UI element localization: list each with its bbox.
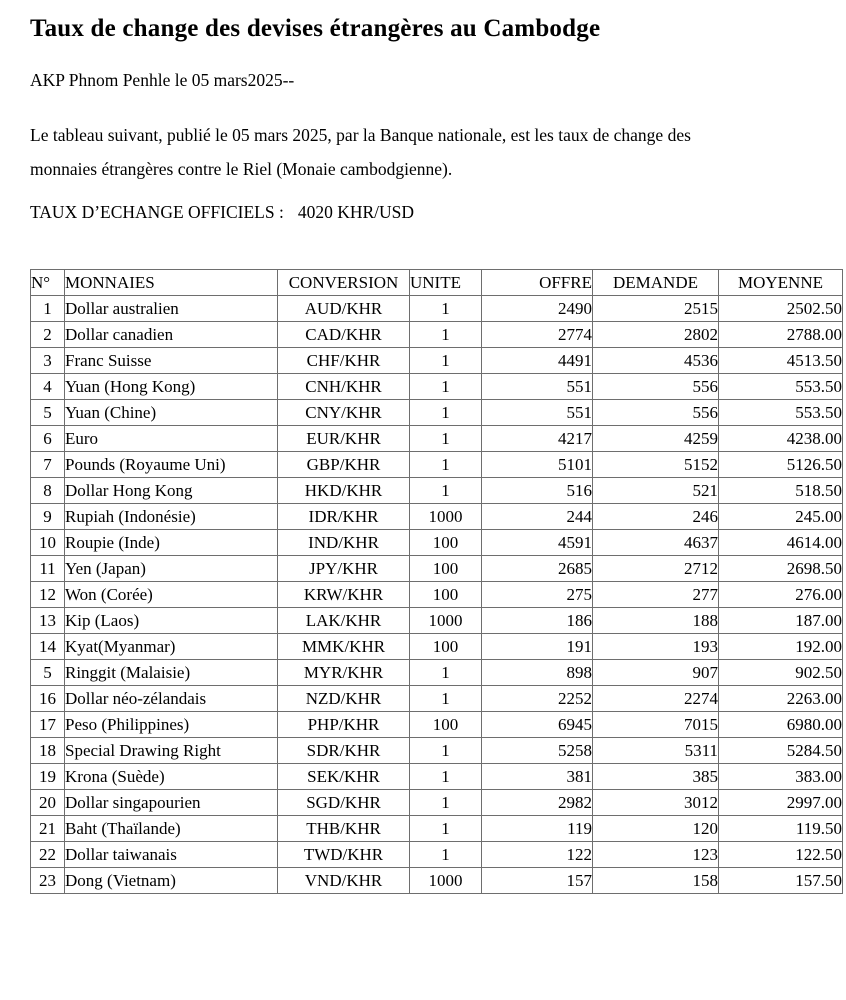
cell-unite: 1 [410, 400, 482, 426]
cell-moyenne: 518.50 [719, 478, 843, 504]
cell-monnaies: Yuan (Hong Kong) [65, 374, 278, 400]
cell-monnaies: Dollar néo-zélandais [65, 686, 278, 712]
column-header-demande: DEMANDE [593, 270, 719, 296]
cell-offre: 191 [482, 634, 593, 660]
column-header-no: N° [31, 270, 65, 296]
cell-moyenne: 902.50 [719, 660, 843, 686]
cell-conversion: HKD/KHR [278, 478, 410, 504]
cell-no: 18 [31, 738, 65, 764]
cell-monnaies: Yen (Japan) [65, 556, 278, 582]
cell-no: 14 [31, 634, 65, 660]
cell-no: 7 [31, 452, 65, 478]
cell-offre: 4591 [482, 530, 593, 556]
table-row [31, 296, 843, 322]
cell-unite: 100 [410, 582, 482, 608]
table-row [31, 322, 843, 348]
cell-monnaies: Dollar singapourien [65, 790, 278, 816]
cell-offre: 5258 [482, 738, 593, 764]
table-row [31, 660, 843, 686]
cell-no: 4 [31, 374, 65, 400]
cell-unite: 1 [410, 374, 482, 400]
cell-no: 8 [31, 478, 65, 504]
cell-demande: 188 [593, 608, 719, 634]
cell-demande: 556 [593, 400, 719, 426]
cell-moyenne: 2997.00 [719, 790, 843, 816]
table-row [31, 530, 843, 556]
cell-conversion: SGD/KHR [278, 790, 410, 816]
intro-paragraph [30, 118, 830, 186]
cell-unite: 1 [410, 452, 482, 478]
cell-demande: 4536 [593, 348, 719, 374]
cell-conversion: AUD/KHR [278, 296, 410, 322]
column-header-offre: OFFRE [482, 270, 593, 296]
cell-demande: 556 [593, 374, 719, 400]
cell-unite: 100 [410, 530, 482, 556]
cell-offre: 5101 [482, 452, 593, 478]
table-row [31, 452, 843, 478]
cell-no: 9 [31, 504, 65, 530]
cell-moyenne: 4614.00 [719, 530, 843, 556]
cell-monnaies: Yuan (Chine) [65, 400, 278, 426]
cell-moyenne: 4238.00 [719, 426, 843, 452]
cell-demande: 2712 [593, 556, 719, 582]
table-row [31, 712, 843, 738]
cell-conversion: NZD/KHR [278, 686, 410, 712]
cell-conversion: EUR/KHR [278, 426, 410, 452]
cell-moyenne: 157.50 [719, 868, 843, 894]
table-row [31, 608, 843, 634]
cell-unite: 1000 [410, 504, 482, 530]
column-header-monnaies: MONNAIES [65, 270, 278, 296]
cell-demande: 5152 [593, 452, 719, 478]
column-header-conversion: CONVERSION [278, 270, 410, 296]
cell-no: 20 [31, 790, 65, 816]
cell-monnaies: Dollar Hong Kong [65, 478, 278, 504]
cell-offre: 381 [482, 764, 593, 790]
cell-no: 5 [31, 400, 65, 426]
cell-offre: 186 [482, 608, 593, 634]
cell-monnaies: Roupie (Inde) [65, 530, 278, 556]
cell-unite: 1 [410, 660, 482, 686]
table-row [31, 816, 843, 842]
cell-no: 21 [31, 816, 65, 842]
cell-no: 5 [31, 660, 65, 686]
column-header-moyenne: MOYENNE [719, 270, 843, 296]
cell-demande: 158 [593, 868, 719, 894]
cell-offre: 516 [482, 478, 593, 504]
cell-moyenne: 2788.00 [719, 322, 843, 348]
official-rate-line [30, 200, 830, 224]
cell-moyenne: 5126.50 [719, 452, 843, 478]
official-rate-label: TAUX D’ECHANGE OFFICIELS : [30, 202, 284, 222]
table-row [31, 634, 843, 660]
cell-conversion: JPY/KHR [278, 556, 410, 582]
cell-monnaies: Dollar canadien [65, 322, 278, 348]
intro-line-2: monnaies étrangères contre le Riel (Monaie cambodgienne). [30, 159, 453, 179]
cell-moyenne: 245.00 [719, 504, 843, 530]
cell-no: 6 [31, 426, 65, 452]
cell-offre: 2490 [482, 296, 593, 322]
table-row [31, 478, 843, 504]
cell-offre: 244 [482, 504, 593, 530]
cell-unite: 1 [410, 296, 482, 322]
cell-conversion: MYR/KHR [278, 660, 410, 686]
cell-conversion: KRW/KHR [278, 582, 410, 608]
cell-no: 2 [31, 322, 65, 348]
cell-monnaies: Dong (Vietnam) [65, 868, 278, 894]
cell-no: 13 [31, 608, 65, 634]
cell-demande: 5311 [593, 738, 719, 764]
cell-unite: 1 [410, 348, 482, 374]
cell-unite: 1 [410, 478, 482, 504]
cell-conversion: TWD/KHR [278, 842, 410, 868]
cell-no: 17 [31, 712, 65, 738]
official-rate-value: 4020 KHR/USD [297, 202, 415, 222]
cell-demande: 2274 [593, 686, 719, 712]
cell-offre: 275 [482, 582, 593, 608]
table-row [31, 686, 843, 712]
cell-monnaies: Won (Corée) [65, 582, 278, 608]
cell-moyenne: 2698.50 [719, 556, 843, 582]
cell-conversion: MMK/KHR [278, 634, 410, 660]
table-row [31, 556, 843, 582]
cell-no: 3 [31, 348, 65, 374]
cell-moyenne: 6980.00 [719, 712, 843, 738]
cell-unite: 1 [410, 842, 482, 868]
cell-moyenne: 2502.50 [719, 296, 843, 322]
cell-offre: 122 [482, 842, 593, 868]
page-title: Taux de change des devises étrangères au Cambodge [30, 15, 601, 42]
cell-unite: 100 [410, 556, 482, 582]
cell-unite: 1 [410, 816, 482, 842]
cell-unite: 1000 [410, 608, 482, 634]
cell-offre: 2774 [482, 322, 593, 348]
cell-offre: 119 [482, 816, 593, 842]
cell-conversion: LAK/KHR [278, 608, 410, 634]
cell-demande: 385 [593, 764, 719, 790]
cell-no: 10 [31, 530, 65, 556]
cell-offre: 898 [482, 660, 593, 686]
cell-monnaies: Franc Suisse [65, 348, 278, 374]
byline: AKP Phnom Penhle le 05 mars2025-- [30, 70, 295, 90]
cell-moyenne: 5284.50 [719, 738, 843, 764]
cell-monnaies: Special Drawing Right [65, 738, 278, 764]
table-row [31, 426, 843, 452]
table-row [31, 868, 843, 894]
cell-offre: 2982 [482, 790, 593, 816]
table-row [31, 764, 843, 790]
cell-conversion: CHF/KHR [278, 348, 410, 374]
cell-demande: 4637 [593, 530, 719, 556]
cell-monnaies: Pounds (Royaume Uni) [65, 452, 278, 478]
cell-demande: 3012 [593, 790, 719, 816]
table-row [31, 790, 843, 816]
cell-monnaies: Dollar australien [65, 296, 278, 322]
cell-unite: 1 [410, 322, 482, 348]
exchange-rates-table [30, 269, 843, 894]
cell-offre: 6945 [482, 712, 593, 738]
cell-conversion: PHP/KHR [278, 712, 410, 738]
intro-line-1: Le tableau suivant, publié le 05 mars 2025, par la Banque nationale, est les taux de change des [30, 125, 691, 145]
cell-moyenne: 2263.00 [719, 686, 843, 712]
cell-unite: 100 [410, 634, 482, 660]
cell-conversion: IDR/KHR [278, 504, 410, 530]
table-header-row [31, 270, 843, 296]
cell-monnaies: Peso (Philippines) [65, 712, 278, 738]
cell-offre: 551 [482, 400, 593, 426]
table-row [31, 842, 843, 868]
cell-moyenne: 122.50 [719, 842, 843, 868]
cell-offre: 2252 [482, 686, 593, 712]
column-header-unite: UNITE [410, 270, 482, 296]
cell-no: 19 [31, 764, 65, 790]
rates-table-body [31, 296, 843, 894]
cell-no: 16 [31, 686, 65, 712]
cell-demande: 277 [593, 582, 719, 608]
cell-monnaies: Dollar taiwanais [65, 842, 278, 868]
table-row [31, 582, 843, 608]
cell-unite: 1 [410, 686, 482, 712]
cell-offre: 2685 [482, 556, 593, 582]
cell-conversion: VND/KHR [278, 868, 410, 894]
cell-unite: 1000 [410, 868, 482, 894]
cell-no: 23 [31, 868, 65, 894]
cell-demande: 4259 [593, 426, 719, 452]
table-row [31, 400, 843, 426]
cell-conversion: SEK/KHR [278, 764, 410, 790]
cell-conversion: CNY/KHR [278, 400, 410, 426]
cell-conversion: THB/KHR [278, 816, 410, 842]
table-row [31, 348, 843, 374]
cell-demande: 907 [593, 660, 719, 686]
cell-moyenne: 553.50 [719, 400, 843, 426]
cell-monnaies: Euro [65, 426, 278, 452]
cell-moyenne: 4513.50 [719, 348, 843, 374]
cell-demande: 193 [593, 634, 719, 660]
cell-monnaies: Ringgit (Malaisie) [65, 660, 278, 686]
cell-monnaies: Baht (Thaïlande) [65, 816, 278, 842]
cell-demande: 120 [593, 816, 719, 842]
cell-unite: 1 [410, 764, 482, 790]
cell-demande: 123 [593, 842, 719, 868]
cell-demande: 246 [593, 504, 719, 530]
cell-moyenne: 119.50 [719, 816, 843, 842]
cell-offre: 551 [482, 374, 593, 400]
cell-demande: 2515 [593, 296, 719, 322]
cell-unite: 1 [410, 738, 482, 764]
cell-conversion: CAD/KHR [278, 322, 410, 348]
cell-no: 1 [31, 296, 65, 322]
table-row [31, 504, 843, 530]
cell-conversion: SDR/KHR [278, 738, 410, 764]
cell-offre: 4217 [482, 426, 593, 452]
cell-demande: 7015 [593, 712, 719, 738]
cell-offre: 4491 [482, 348, 593, 374]
cell-no: 22 [31, 842, 65, 868]
cell-moyenne: 192.00 [719, 634, 843, 660]
table-row [31, 738, 843, 764]
cell-monnaies: Kip (Laos) [65, 608, 278, 634]
cell-conversion: GBP/KHR [278, 452, 410, 478]
cell-demande: 2802 [593, 322, 719, 348]
cell-moyenne: 187.00 [719, 608, 843, 634]
cell-demande: 521 [593, 478, 719, 504]
cell-no: 12 [31, 582, 65, 608]
cell-unite: 1 [410, 426, 482, 452]
cell-unite: 100 [410, 712, 482, 738]
cell-conversion: IND/KHR [278, 530, 410, 556]
cell-moyenne: 553.50 [719, 374, 843, 400]
cell-monnaies: Krona (Suède) [65, 764, 278, 790]
cell-no: 11 [31, 556, 65, 582]
cell-moyenne: 276.00 [719, 582, 843, 608]
cell-moyenne: 383.00 [719, 764, 843, 790]
cell-conversion: CNH/KHR [278, 374, 410, 400]
cell-offre: 157 [482, 868, 593, 894]
cell-monnaies: Kyat(Myanmar) [65, 634, 278, 660]
cell-monnaies: Rupiah (Indonésie) [65, 504, 278, 530]
cell-unite: 1 [410, 790, 482, 816]
table-row [31, 374, 843, 400]
